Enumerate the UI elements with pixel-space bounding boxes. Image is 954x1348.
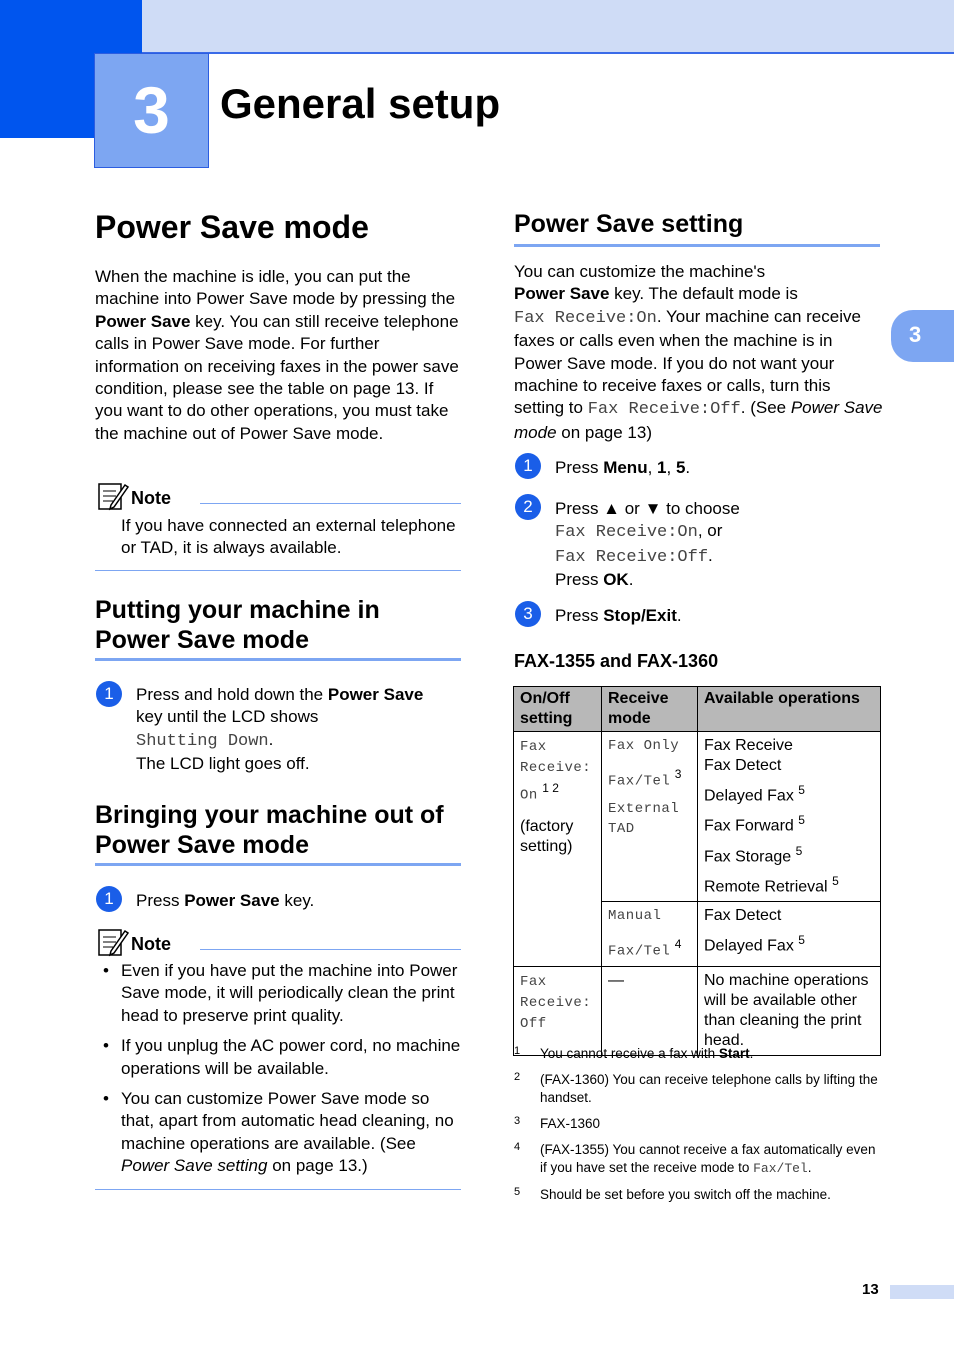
- footnote: 4 (FAX-1355) You cannot receive a fax automatically even if you have set the receive mode to Fax/Tel.: [514, 1141, 876, 1176]
- table-cell-ops: Fax Detect Delayed Fax $^5$: [698, 902, 881, 966]
- step-number: 1: [515, 453, 541, 479]
- note-bullet-list: [95, 960, 463, 1186]
- chapter-title: General setup: [220, 80, 501, 127]
- table-row: [514, 732, 881, 902]
- page-number: 13: [862, 1281, 879, 1298]
- step-number: 1: [96, 681, 122, 707]
- footnote: 5 Should be set before you switch off the machine.: [514, 1186, 831, 1202]
- note-pencil-icon: [97, 481, 129, 511]
- step-text: Press Power Save key.: [136, 891, 315, 910]
- table-cell-mode: Manual Fax/Tel $^4$: [602, 902, 698, 966]
- note-end-rule: [95, 1189, 461, 1190]
- section-rule: [514, 244, 880, 247]
- chapter-number: 3: [94, 53, 209, 168]
- note-rule: [200, 949, 461, 950]
- section-title-putting-in: Putting your machine in Power Save mode: [95, 596, 380, 654]
- list-item: • You can customize Power Save mode so that, apart from automatic head cleaning, no machine operations are available. (See Power Save setting on page 13.): [95, 1088, 463, 1178]
- step-text: Press Menu, 1, 5.: [555, 458, 691, 477]
- note-end-rule: [95, 570, 461, 571]
- section-title-power-save-setting: Power Save setting: [514, 210, 744, 238]
- note-label: Note: [131, 934, 171, 954]
- step-number: 3: [515, 601, 541, 627]
- note-text: If you have connected an external telephone or TAD, it is always available.: [121, 516, 456, 558]
- power-save-operations-table: [513, 686, 881, 1056]
- table-title: FAX-1355 and FAX-1360: [514, 651, 719, 671]
- table-cell-mode: Fax Only Fax/Tel $^3$ External TAD: [602, 732, 698, 902]
- table-cell-setting: Fax Receive: On $^{1 2}$ (factory setting): [514, 732, 602, 967]
- table-cell-setting: Fax Receive: Off: [514, 966, 602, 1055]
- setting-paragraph: You can customize the machine's Power Save key. The default mode is Fax Receive:On. Your machine can receive faxes or calls even when the machine is in Power Save mode. If you do not want your machine to receive faxes or calls, turn this setting to Fax Receive:Off. (See Power Save mode on page 13): [514, 262, 883, 442]
- step-text: Press Stop/Exit.: [555, 606, 682, 625]
- section-rule: [95, 863, 461, 866]
- step-number: 2: [515, 494, 541, 520]
- footnote: 1 You cannot receive a fax with Start.: [514, 1045, 754, 1061]
- list-item: • If you unplug the AC power cord, no machine operations will be available.: [95, 1035, 463, 1080]
- table-header: Available operations: [698, 687, 881, 732]
- section-rule: [95, 658, 461, 661]
- table-cell-ops: Fax Receive Fax Detect Delayed Fax $^5$ Fax Forward $^5$ Fax Storage $^5$ Remote Retrieval $^5$: [698, 732, 881, 902]
- page-number-bar: [890, 1285, 954, 1299]
- table-header: Receive mode: [602, 687, 698, 732]
- step-number: 1: [96, 886, 122, 912]
- footnote: 2 (FAX-1360) You can receive telephone calls by lifting the handset.: [514, 1071, 878, 1105]
- section-title-bringing-out: Bringing your machine out of Power Save mode: [95, 801, 444, 859]
- table-cell-mode: —: [602, 966, 698, 1055]
- table-header: On/Off setting: [514, 687, 602, 732]
- step-text: Press ▲ or ▼ to choose Fax Receive:On, or Fax Receive:Off. Press OK.: [555, 499, 740, 590]
- table-cell-ops: No machine operations will be available other than cleaning the print head.: [698, 966, 881, 1055]
- note-rule: [200, 503, 461, 504]
- footnotes: [514, 1045, 884, 1204]
- table-row: [514, 966, 881, 1055]
- chapter-side-tab: 3: [891, 310, 954, 362]
- list-item: • Even if you have put the machine into Power Save mode, it will periodically clean the print head to preserve print quality.: [95, 960, 463, 1027]
- note-label: Note: [131, 488, 171, 508]
- footnote: 3 FAX-1360: [514, 1115, 601, 1131]
- table-header-row: [514, 687, 881, 732]
- header-band-light: [142, 0, 954, 54]
- note-pencil-icon: [97, 927, 129, 957]
- section-title-power-save-mode: Power Save mode: [95, 209, 369, 245]
- intro-paragraph: When the machine is idle, you can put the machine into Power Save mode by pressing the Power Save key. You can still receive telephone calls in Power Save mode. For further information on receiving faxes in the power save condition, please see the table on page 13. If you want to do other operations, you must take the machine out of Power Save mode.: [95, 267, 459, 443]
- step-text: Press and hold down the Power Save key until the LCD shows Shutting Down. The LCD light goes off.: [136, 685, 424, 774]
